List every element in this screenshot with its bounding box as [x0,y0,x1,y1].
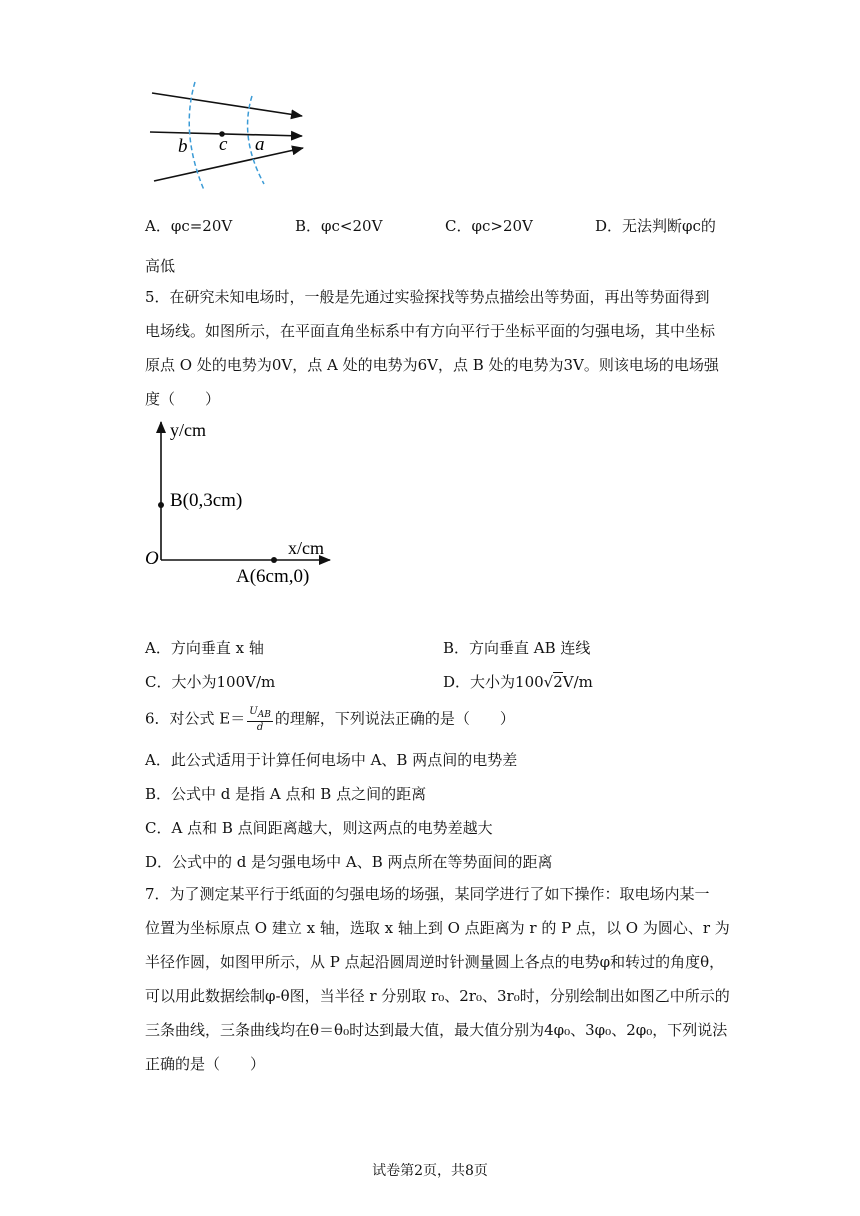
frac-denominator: d [256,722,264,733]
point-a-label: A(6cm,0) [236,566,310,587]
q4-option-b: B．φc<20V [295,217,383,235]
q7-line-1: 7．为了测定某平行于纸面的匀强电场的场强，某同学进行了如下操作：取电场内某一 [145,885,710,903]
formula-fraction [247,706,273,733]
q5-line-2: 电场线。如图所示，在平面直角坐标系中有方向平行于坐标平面的匀强电场，其中坐标 [145,322,716,340]
q5-option-d [443,671,593,692]
q4-option-d-cont: 高低 [145,257,176,275]
q7-line-3: 半径作圆，如图甲所示，从 P 点起沿圆周逆时针测量圆上各点的电势φ和转过的角度θ， [145,953,725,971]
q7-line-5: 三条曲线，三条曲线均在θ＝θ₀时达到最大值，最大值分别为4φ₀、3φ₀、2φ₀，下列说法 [145,1021,728,1039]
label-c: c [219,134,228,155]
label-b: b [178,136,188,157]
sqrt-sign: √ [543,673,554,691]
field-line-bottom [154,148,303,181]
q7-line-4: 可以用此数据绘制φ-θ图，当半径 r 分别取 r₀、2r₀、3r₀时，分别绘制出如图乙中所示的 [145,987,730,1005]
q5-option-a: A．方向垂直 x 轴 [145,639,264,657]
field-lines-figure [140,78,320,193]
q5-option-d-prefix: D．大小为100 [443,673,544,691]
point-b-label: B(0,3cm) [170,490,243,511]
point-a-dot [271,557,277,563]
field-line-top [152,93,302,116]
origin-label: O [145,548,159,569]
q4-option-a: A．φc=20V [145,217,233,235]
q6-stem-suffix: 的理解，下列说法正确的是（ ） [274,709,515,728]
frac-numerator-sub: AB [257,710,271,720]
label-a: a [255,134,265,155]
equipotential-b [189,82,204,190]
coordinate-figure [140,418,340,590]
q5-option-c: C．大小为100V/m [145,673,276,691]
q6-option-a: A．此公式适用于计算任何电场中 A、B 两点间的电势差 [145,751,518,769]
q5-line-4: 度（ ） [145,390,221,408]
q7-line-6: 正确的是（ ） [145,1055,266,1073]
q6-option-d: D．公式中的 d 是匀强电场中 A、B 两点所在等势面间的距离 [145,853,553,871]
sqrt-radicand: 2 [553,673,563,691]
frac-numerator: U [249,706,258,717]
x-axis-label: x/cm [288,538,324,558]
q4-option-c: C．φc>20V [445,217,533,235]
q5-line-1: 5．在研究未知电场时，一般是先通过实验探找等势点描绘出等势面，再出等势面得到 [145,288,710,306]
q6-option-b: B．公式中 d 是指 A 点和 B 点之间的距离 [145,785,427,803]
q7-line-2: 位置为坐标原点 O 建立 x 轴，选取 x 轴上到 O 点距离为 r 的 P 点，以 O 为圆心、r 为 [145,919,730,937]
y-axis-label: y/cm [170,420,206,440]
q5-option-b: B．方向垂直 AB 连线 [443,639,591,657]
q6-stem [145,706,515,733]
q5-option-d-unit: V/m [562,673,593,691]
q6-stem-prefix: 6．对公式 E＝ [145,709,246,728]
q4-option-d: D．无法判断φc的 [595,217,716,235]
q5-line-3: 原点 O 处的电势为0V，点 A 处的电势为6V，点 B 处的电势为3V。则该电场的电场强 [145,356,719,374]
point-b-dot [158,502,164,508]
q6-option-c: C．A 点和 B 点间距离越大，则这两点的电势差越大 [145,819,493,837]
page-footer: 试卷第2页，共8页 [372,1163,488,1179]
